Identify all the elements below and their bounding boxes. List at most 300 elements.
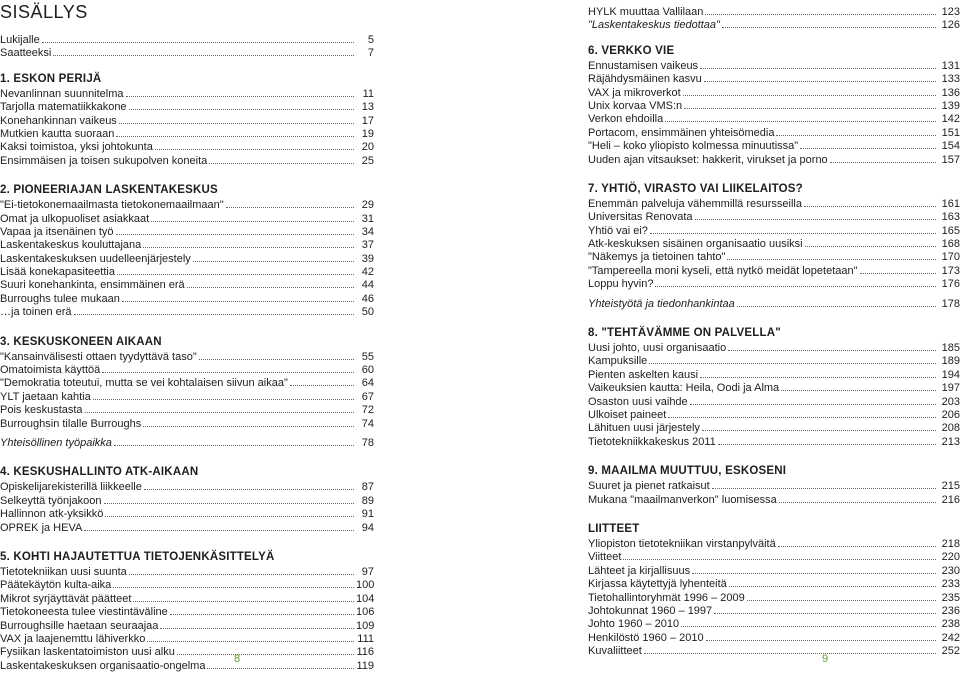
entry-title: Yliopiston tietotekniikan virstanpylväitä (588, 537, 776, 550)
entry-title: Lähituen uusi järjestely (588, 422, 700, 435)
dot-leader (650, 233, 936, 234)
entry-title: Tietotekniikkakeskus 2011 (588, 435, 716, 448)
entry-page-number: 165 (941, 224, 960, 237)
toc-entry[interactable] (588, 645, 960, 658)
dot-leader (226, 207, 354, 208)
entry-page-number: 163 (941, 211, 960, 224)
entry-title: Tietohallintoryhmät 1996 – 2009 (588, 591, 745, 604)
toc-entry[interactable] (588, 565, 960, 578)
toc-entry[interactable] (588, 436, 960, 449)
dot-leader (727, 259, 936, 260)
entry-title: "Laskentakeskus tiedottaa" (588, 19, 720, 32)
toc-section (588, 463, 960, 507)
entry-title: Pois keskustasta (0, 404, 83, 417)
toc-entry[interactable] (0, 437, 374, 450)
entry-page-number: 39 (361, 252, 374, 265)
entry-title: HYLK muuttaa Vallilaan (588, 6, 704, 18)
right-column (588, 0, 960, 672)
entry-page-number: 37 (361, 239, 374, 252)
entry-page-number: 185 (941, 342, 960, 355)
entry-page-number: 72 (361, 404, 374, 417)
entry-title: Kaksi toimistoa, yksi johtokunta (0, 141, 153, 154)
toc-entry[interactable] (588, 592, 960, 605)
toc-entry[interactable] (0, 404, 374, 417)
entry-title: "Ei-tietokonemaailmasta tietokonemaailmaan" (0, 199, 224, 212)
entry-title: Opiskelijarekisterillä liikkeelle (0, 481, 142, 494)
toc-entry[interactable] (0, 88, 374, 101)
toc-entry[interactable] (588, 278, 960, 291)
entry-title: Räjähdysmäinen kasvu (588, 73, 702, 86)
entry-title: Ulkoiset paineet (588, 408, 667, 421)
toc-entry[interactable] (0, 660, 374, 673)
entry-title: Ensimmäisen ja toisen sukupolven koneita (0, 154, 208, 167)
entry-page-number: 42 (361, 266, 374, 279)
dot-leader (804, 206, 936, 207)
entry-title: Kuvaliitteet (588, 645, 642, 658)
entry-title: Johtokunnat 1960 – 1997 (588, 604, 713, 617)
entry-page-number: 44 (361, 279, 374, 292)
toc-entry[interactable] (0, 239, 374, 252)
entry-title: Ennustamisen vaikeus (588, 59, 699, 72)
entry-title: Atk-keskuksen sisäinen organisaatio uusiksi (588, 238, 803, 251)
toc-entry[interactable] (588, 87, 960, 100)
entry-page-number: 197 (941, 382, 960, 395)
dot-leader (665, 121, 936, 122)
toc-left (0, 34, 374, 673)
toc-entry[interactable] (588, 369, 960, 382)
entry-title: Portacom, ensimmäinen yhteisömedia (588, 126, 775, 139)
toc-entry[interactable] (0, 115, 374, 128)
toc-entry[interactable] (0, 101, 374, 114)
entry-title: Lisää konekapasiteettia (0, 266, 115, 279)
section-title: 7. YHTIÖ, VIRASTO VAI LIIKELAITOS? (588, 182, 803, 195)
toc-entry[interactable] (0, 377, 374, 390)
dot-leader (681, 626, 936, 627)
entry-title: Tietokoneesta tulee viestintäväline (0, 606, 168, 619)
entry-page-number: 133 (941, 73, 960, 86)
entry-title: Vaikeuksien kautta: Heila, Oodi ja Alma (588, 382, 780, 395)
dot-leader (805, 246, 936, 247)
entry-title: Selkeyttä työnjakoon (0, 494, 102, 507)
dot-leader (729, 586, 936, 587)
dot-leader (692, 573, 936, 574)
dot-leader (655, 286, 936, 287)
toc-entry[interactable] (0, 128, 374, 141)
dot-leader (830, 162, 936, 163)
entry-page-number: 91 (361, 508, 374, 521)
toc-entry[interactable] (588, 127, 960, 140)
entry-page-number: 213 (941, 435, 960, 448)
entry-title: OPREK ja HEVA (0, 521, 83, 534)
entry-page-number: 123 (941, 6, 960, 18)
dot-leader (684, 108, 936, 109)
section-title: 6. VERKKO VIE (588, 44, 675, 57)
toc-section (588, 181, 960, 311)
entry-page-number: 29 (361, 199, 374, 212)
toc-entry[interactable] (588, 409, 960, 422)
toc-entry[interactable] (588, 382, 960, 395)
entry-title: Yhteistyötä ja tiedonhankintaa (588, 297, 735, 310)
entry-title: Hallinnon atk-yksikkö (0, 508, 104, 521)
dot-leader (147, 641, 354, 642)
entry-page-number: 203 (941, 395, 960, 408)
section-title: 9. MAAILMA MUUTTUU, ESKOSENI (588, 465, 787, 478)
entry-page-number: 151 (941, 126, 960, 139)
dot-leader (199, 359, 354, 360)
dot-leader (93, 399, 354, 400)
dot-leader (102, 372, 354, 373)
entry-title: Suuret ja pienet ratkaisut (588, 480, 710, 493)
entry-title: "Heli – koko yliopisto kolmessa minuutissa" (588, 140, 799, 153)
toc-entry[interactable] (588, 154, 960, 167)
entry-title: Laskentakeskuksen organisaatio-ongelma (0, 659, 206, 672)
entry-page-number: 46 (361, 292, 374, 305)
entry-page-number: 31 (361, 212, 374, 225)
toc-entry[interactable] (588, 342, 960, 355)
entry-title: "Kansainvälisesti ottaen tyydyttävä taso" (0, 350, 197, 363)
dot-leader (781, 390, 936, 391)
section-title: 4. KESKUSHALLINTO ATK-AIKAAN (0, 466, 199, 479)
dot-leader (644, 653, 936, 654)
entry-title: Kampuksille (588, 355, 648, 368)
entry-title: Konehankinnan vaikeus (0, 114, 117, 127)
entry-page-number: 218 (941, 537, 960, 550)
toc-entry[interactable] (588, 140, 960, 153)
section-title: 1. ESKON PERIJÄ (0, 72, 102, 85)
toc-entry[interactable] (0, 293, 374, 306)
entry-title: Burroughsin tilalle Burroughs (0, 417, 142, 430)
dot-leader (207, 668, 354, 669)
toc-entry[interactable] (588, 551, 960, 564)
entry-title: Mukana "maailmanverkon" luomisessa (588, 493, 777, 506)
dot-leader (718, 444, 936, 445)
entry-title: Loppu hyvin? (588, 278, 654, 291)
entry-title: Verkon ehdoilla (588, 113, 664, 126)
toc-entry[interactable] (0, 593, 374, 606)
entry-page-number: 173 (941, 264, 960, 277)
page-title: SISÄLLYS (0, 2, 88, 22)
toc-entry[interactable] (0, 418, 374, 431)
toc-entry[interactable] (0, 155, 374, 168)
toc-entry[interactable] (0, 279, 374, 292)
dot-leader (105, 516, 354, 517)
toc-entry[interactable] (0, 606, 374, 619)
entry-page-number: 220 (941, 551, 960, 564)
toc-entry[interactable] (588, 578, 960, 591)
toc-entry[interactable] (0, 508, 374, 521)
section-title: LIITTEET (588, 522, 640, 535)
entry-page-number: 126 (941, 19, 960, 32)
entry-page-number: 131 (941, 59, 960, 72)
toc-section (588, 6, 960, 33)
left-column (0, 0, 374, 687)
page-number-right: 9 (822, 653, 829, 665)
entry-title: "Tampereella moni kyseli, että nytkö meidät lopetetaan" (588, 264, 858, 277)
entry-page-number: 238 (941, 618, 960, 631)
entry-title: Omat ja ulkopuoliset asiakkaat (0, 212, 150, 225)
entry-title: VAX ja laajenemttu lähiverkko (0, 632, 146, 645)
toc-section (0, 34, 374, 61)
toc-entry[interactable] (0, 364, 374, 377)
toc-entry[interactable] (588, 211, 960, 224)
entry-page-number: 97 (361, 565, 374, 578)
toc-entry[interactable] (588, 60, 960, 73)
entry-title: Lähteet ja kirjallisuus (588, 564, 691, 577)
dot-leader (747, 600, 936, 601)
dot-leader (714, 613, 936, 614)
entry-page-number: 67 (361, 390, 374, 403)
toc-entry[interactable] (0, 306, 374, 319)
entry-page-number: 34 (361, 225, 374, 238)
entry-page-number: 104 (356, 592, 375, 605)
toc-entry[interactable] (0, 522, 374, 535)
entry-title: Universitas Renovata (588, 211, 693, 224)
toc-section (0, 549, 374, 673)
dot-leader (706, 640, 936, 641)
toc-entry[interactable] (588, 632, 960, 645)
toc-entry[interactable] (0, 391, 374, 404)
toc-entry[interactable] (0, 253, 374, 266)
entry-title: Mutkien kautta suoraan (0, 127, 115, 140)
entry-page-number: 19 (361, 127, 374, 140)
dot-leader (116, 234, 354, 235)
entry-page-number: 216 (941, 493, 960, 506)
toc-entry[interactable] (588, 538, 960, 551)
dot-leader (704, 81, 936, 82)
entry-title: Uuden ajan vitsaukset: hakkerit, virukset ja porno (588, 153, 828, 166)
entry-title: Lukijalle (0, 34, 40, 46)
entry-title: Henkilöstö 1960 – 2010 (588, 631, 704, 644)
toc-entry[interactable] (0, 351, 374, 364)
toc-entry[interactable] (588, 251, 960, 264)
toc-entry[interactable] (0, 141, 374, 154)
toc-entry[interactable] (588, 355, 960, 368)
entry-page-number: 235 (941, 591, 960, 604)
toc-entry[interactable] (0, 620, 374, 633)
toc-entry[interactable] (588, 73, 960, 86)
toc-entry[interactable] (588, 100, 960, 113)
dot-leader (122, 301, 354, 302)
entry-page-number: 189 (941, 355, 960, 368)
entry-title: Yhteisöllinen työpaikka (0, 436, 112, 449)
entry-title: Nevanlinnan suunnitelma (0, 87, 124, 100)
dot-leader (690, 404, 936, 405)
dot-leader (187, 287, 354, 288)
entry-page-number: 154 (941, 140, 960, 153)
toc-entry[interactable] (588, 265, 960, 278)
entry-title: "Demokratia toteutui, mutta se vei kohtalaisen siivun aikaa" (0, 377, 288, 390)
toc-entry[interactable] (588, 422, 960, 435)
entry-title: Fysiikan laskentatoimiston uusi alku (0, 646, 175, 659)
entry-page-number: 176 (941, 278, 960, 291)
dot-leader (705, 14, 936, 15)
dot-leader (119, 123, 354, 124)
dot-leader (737, 306, 936, 307)
entry-page-number: 109 (356, 619, 375, 632)
toc-entry[interactable] (588, 298, 960, 311)
toc-entry[interactable] (588, 494, 960, 507)
entry-page-number: 20 (361, 141, 374, 154)
dot-leader (144, 489, 354, 490)
dot-leader (668, 417, 936, 418)
entry-page-number: 50 (361, 306, 374, 319)
dot-leader (649, 363, 936, 364)
toc-entry[interactable] (0, 226, 374, 239)
entry-title: Viitteet (588, 551, 622, 564)
dot-leader (695, 219, 936, 220)
entry-title: Vapaa ja itsenäinen työ (0, 225, 114, 238)
toc-entry[interactable] (588, 396, 960, 409)
entry-page-number: 13 (361, 101, 374, 114)
entry-page-number: 194 (941, 368, 960, 381)
entry-page-number: 60 (361, 364, 374, 377)
entry-page-number: 74 (361, 417, 374, 430)
entry-page-number: 178 (941, 297, 960, 310)
entry-page-number: 100 (356, 579, 375, 592)
entry-title: Burroughs tulee mukaan (0, 292, 120, 305)
dot-leader (778, 546, 936, 547)
entry-title: Burroughsille haetaan seuraajaa (0, 619, 159, 632)
entry-title: Enemmän palveluja vähemmillä resursseilla (588, 197, 802, 210)
toc-entry[interactable] (588, 198, 960, 211)
toc-entry[interactable] (588, 113, 960, 126)
dot-leader (800, 148, 936, 149)
dot-leader (126, 96, 354, 97)
dot-leader (860, 273, 936, 274)
toc-section (0, 464, 374, 535)
toc-entry[interactable] (588, 618, 960, 631)
toc-entry[interactable] (0, 646, 374, 659)
entry-page-number: 170 (941, 251, 960, 264)
entry-title: Päätekäytön kulta-aika (0, 579, 112, 592)
dot-leader (42, 42, 354, 43)
dot-leader (74, 314, 354, 315)
toc-entry[interactable] (0, 47, 374, 60)
toc-entry[interactable] (588, 19, 960, 32)
dot-leader (114, 445, 354, 446)
toc-entry[interactable] (0, 633, 374, 646)
entry-title: Suuri konehankinta, ensimmäinen erä (0, 279, 185, 292)
entry-page-number: 116 (356, 646, 374, 659)
entry-page-number: 55 (361, 350, 374, 363)
toc-section (588, 521, 960, 659)
dot-leader (129, 574, 354, 575)
entry-page-number: 11 (362, 87, 374, 100)
entry-title: Uusi johto, uusi organisaatio (588, 342, 727, 355)
entry-title: Pienten askelten kausi (588, 368, 699, 381)
entry-page-number: 17 (361, 114, 374, 127)
entry-title: Laskentakeskuksen uudelleenjärjestely (0, 252, 191, 265)
entry-page-number: 168 (941, 238, 960, 251)
dot-leader (117, 274, 354, 275)
dot-leader (700, 377, 936, 378)
entry-title: Unix korvaa VMS:n (588, 99, 683, 112)
dot-leader (133, 601, 354, 602)
entry-page-number: 25 (361, 154, 374, 167)
entry-page-number: 64 (361, 377, 374, 390)
dot-leader (143, 247, 354, 248)
dot-leader (209, 163, 354, 164)
entry-title: Yhtiö vai ei? (588, 224, 648, 237)
entry-page-number: 236 (941, 604, 960, 617)
section-title: 3. KESKUSKONEEN AIKAAN (0, 335, 162, 348)
toc-entry[interactable] (0, 199, 374, 212)
entry-page-number: 161 (941, 197, 960, 210)
entry-title: Tietotekniikan uusi suunta (0, 565, 127, 578)
dot-leader (728, 350, 936, 351)
toc-entry[interactable] (0, 481, 374, 494)
dot-leader (170, 614, 354, 615)
dot-leader (290, 385, 354, 386)
toc-section (588, 325, 960, 449)
dot-leader (160, 628, 354, 629)
entry-title: Saatteeksi (0, 47, 52, 60)
dot-leader (623, 559, 936, 560)
dot-leader (116, 136, 354, 137)
dot-leader (155, 149, 354, 150)
entry-page-number: 136 (941, 86, 960, 99)
dot-leader (143, 426, 354, 427)
toc-entry[interactable] (0, 566, 374, 579)
entry-title: Laskentakeskus kouluttajana (0, 239, 142, 252)
entry-page-number: 7 (367, 47, 374, 60)
toc-right (588, 0, 960, 658)
dot-leader (779, 502, 936, 503)
toc-section (588, 43, 960, 167)
entry-page-number: 208 (941, 422, 960, 435)
section-title: 5. KOHTI HAJAUTETTUA TIETOJENKÄSITTELYÄ (0, 550, 275, 563)
toc-entry[interactable] (0, 34, 374, 47)
toc-entry[interactable] (0, 579, 374, 592)
entry-page-number: 5 (367, 34, 374, 46)
entry-title: Johto 1960 – 2010 (588, 618, 680, 631)
section-title: 2. PIONEERIAJAN LASKENTAKESKUS (0, 184, 218, 197)
entry-title: Mikrot syrjäyttävät päätteet (0, 592, 132, 605)
entry-title: "Näkemys ja tietoinen tahto" (588, 251, 726, 264)
dot-leader (177, 654, 354, 655)
dot-leader (712, 488, 936, 489)
toc-entry[interactable] (0, 266, 374, 279)
entry-page-number: 157 (941, 153, 960, 166)
entry-page-number: 142 (941, 113, 960, 126)
toc-entry[interactable] (588, 238, 960, 251)
toc-entry[interactable] (0, 213, 374, 226)
entry-page-number: 215 (941, 480, 960, 493)
toc-section (0, 182, 374, 320)
dot-leader (53, 55, 354, 56)
entry-page-number: 119 (356, 659, 374, 672)
section-title: 8. "TEHTÄVÄMME ON PALVELLA" (588, 327, 781, 340)
entry-title: YLT jaetaan kahtia (0, 390, 91, 403)
dot-leader (722, 27, 936, 28)
dot-leader (683, 95, 936, 96)
entry-page-number: 230 (941, 564, 960, 577)
dot-leader (702, 430, 936, 431)
toc-entry[interactable] (588, 225, 960, 238)
toc-entry[interactable] (588, 605, 960, 618)
dot-leader (104, 503, 354, 504)
entry-page-number: 139 (941, 99, 960, 112)
toc-section (0, 334, 374, 451)
toc-entry[interactable] (588, 6, 960, 19)
dot-leader (700, 68, 936, 69)
toc-entry[interactable] (0, 495, 374, 508)
entry-title: Omatoimista käyttöä (0, 364, 101, 377)
dot-leader (84, 530, 354, 531)
page-number-left: 8 (234, 653, 241, 665)
dot-leader (113, 587, 354, 588)
toc-entry[interactable] (588, 480, 960, 493)
